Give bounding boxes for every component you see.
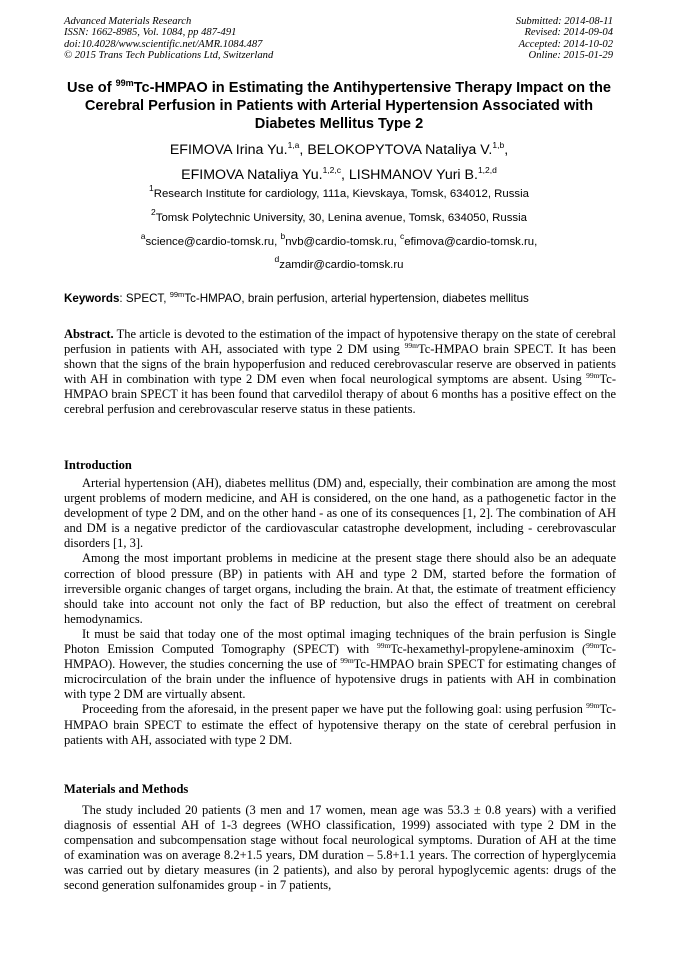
- paragraph-text: Tc-HMPAO). However, the studies concerning the use of: [64, 642, 616, 672]
- author-2: BELOKOPYTOVA Nataliya V.: [307, 142, 493, 158]
- intro-paragraph-2: Among the most important problems in medicine at the present stage there should also be an adequate correction of blood pressure (BP) in patients with AH and type 2 DM, started before the formation of irreversible organic changes of target organs, including the brain. At that, the estimate of treatment efficiency should take into account not only the fact of BP reduction, but also the effect of treatment on cerebral hemodynamics.: [64, 551, 616, 626]
- abstract-paragraph: [64, 327, 616, 418]
- abstract: [64, 327, 616, 418]
- abstract-text: Tc-HMPAO brain SPECT. It has been shown that the signs of the brain hypoperfusion and reduced cerebrovascular reserve are observed in patients with AH in combination with type 2 DM even when focal neurological symptoms are absent. Using: [64, 342, 617, 387]
- affiliation-text: Tomsk Polytechnic University, 30, Lenina avenue, Tomsk, 634050, Russia: [155, 212, 527, 224]
- email-b[interactable]: nvb@cardio-tomsk.ru,: [285, 236, 400, 248]
- title-pre: Use of: [66, 80, 116, 96]
- journal-issn: ISSN: 1662-8985, Vol. 1084, pp 487-491: [64, 27, 237, 39]
- email-c[interactable]: efimova@cardio-tomsk.ru,: [404, 236, 538, 248]
- intro-paragraph-4: [64, 702, 616, 747]
- author-emails: [56, 231, 622, 249]
- email-marker: a: [140, 231, 146, 241]
- keywords-text: : SPECT,: [119, 292, 170, 305]
- author-3: EFIMOVA Nataliya Yu.: [181, 167, 323, 183]
- paragraph-text: Proceeding from the aforesaid, in the present paper we have put the following goal: using perfusion: [82, 702, 587, 717]
- abstract-text: Tc-HMPAO brain SPECT it has been found that carvedilol therapy of about 6 months has a positive effect on the cerebral perfusion and cerebrovascular reserve status in these patients.: [64, 372, 616, 417]
- date-submitted: Submitted: 2014-08-11: [515, 16, 613, 27]
- author-2-affil: 1,b: [492, 140, 505, 150]
- date-revised: Revised: 2014-09-04: [524, 27, 613, 39]
- author-separator: ,: [341, 167, 349, 183]
- isotope-sup: 99m: [586, 641, 600, 651]
- methods-body: [64, 803, 616, 894]
- isotope-sup: 99m: [340, 656, 354, 666]
- paragraph-text: Tc-hexamethyl-propylene-aminoxim (: [390, 642, 587, 657]
- journal-name: Advanced Materials Research: [64, 16, 192, 27]
- paragraph-text: It must be said that today one of the most optimal imaging techniques of the brain perfusion is Single Photon Emission Computed Tomography (SPECT) with: [64, 626, 616, 657]
- affiliation-2: [56, 207, 622, 225]
- email-marker: b: [280, 231, 286, 241]
- isotope-sup: 99m: [586, 701, 600, 711]
- email-a[interactable]: science@cardio-tomsk.ru,: [145, 236, 281, 248]
- author-list: [56, 138, 622, 188]
- isotope-sup: 99m: [404, 341, 418, 351]
- intro-paragraph-3: [64, 627, 616, 702]
- methods-heading: Materials and Methods: [64, 782, 189, 796]
- intro-paragraph-1: Arterial hypertension (AH), diabetes mellitus (DM) and, especially, their combination are among the most urgent problems of modern medicine, and AH is considered, on the one hand, as a pathogenetic factor in the development of type 2 DM, and on the other hand - as one of its consequences [1, 2]. The combination of AH and DM is a negative predictor of the cardiovascular catastrophe development, including - cerebrovascular disorders [1, 3].: [64, 476, 616, 551]
- affiliation-1: [56, 183, 622, 201]
- paragraph-text: Tc-HMPAO brain SPECT for estimating changes of microcirculation of the brain under the influence of hypotensive drugs in patients with AH in combination with type 2 DM are virtually absent.: [64, 657, 616, 702]
- date-accepted: Accepted: 2014-10-02: [518, 38, 613, 50]
- abstract-label: Abstract.: [64, 327, 114, 341]
- author-separator: ,: [299, 142, 308, 158]
- author-4: LISHMANOV Yuri B.: [348, 167, 478, 183]
- author-1: EFIMOVA Irina Yu.: [169, 142, 288, 158]
- email-marker: c: [399, 231, 405, 241]
- author-4-affil: 1,2,d: [477, 165, 497, 175]
- title-isotope: 99m: [115, 78, 134, 88]
- affiliation-text: Research Institute for cardiology, 111a, Kievskaya, Tomsk, 634012, Russia: [153, 188, 529, 200]
- author-emails-2: [56, 254, 622, 272]
- email-d[interactable]: zamdir@cardio-tomsk.ru: [279, 259, 404, 271]
- paragraph-text: Tc-HMPAO brain SPECT to estimate the effect of hypotensive therapy on the state of cerebral perfusion in patients with AH, associated with type 2 DM.: [64, 702, 616, 747]
- author-separator: ,: [504, 142, 509, 158]
- paper-title: [56, 79, 622, 134]
- affiliation-marker: 1: [149, 183, 154, 193]
- author-3-affil: 1,2,c: [322, 165, 341, 175]
- keywords-text: Tc-HMPAO, brain perfusion, arterial hypertension, diabetes mellitus: [184, 292, 529, 305]
- introduction-body: [64, 476, 616, 748]
- isotope-sup: 99m: [376, 641, 391, 651]
- abstract-text: The article is devoted to the estimation of the impact of hypotensive therapy on the state of cerebral perfusion in patients with AH, associated with type 2 DM using: [64, 327, 616, 357]
- author-1-affil: 1,a: [287, 140, 300, 150]
- journal-copyright: © 2015 Trans Tech Publications Ltd, Switzerland: [64, 50, 274, 62]
- journal-info: [64, 16, 394, 62]
- date-online: Online: 2015-01-29: [528, 50, 613, 62]
- keywords-label: Keywords: [64, 292, 120, 305]
- journal-doi[interactable]: doi:10.4028/www.scientific.net/AMR.1084.487: [64, 38, 263, 50]
- keywords-isotope: 99m: [169, 290, 185, 299]
- isotope-sup: 99m: [586, 371, 600, 381]
- email-marker: d: [274, 254, 280, 264]
- keywords: [64, 292, 616, 305]
- title-rest: Tc-HMPAO in Estimating the Antihypertensive Therapy Impact on the Cerebral Perfusion in Patients with Arterial Hypertension Associated with Diabetes Mellitus Type 2: [84, 80, 611, 133]
- methods-paragraph-1: The study included 20 patients (3 men and 17 women, mean age was 53.3 ± 0.8 years) with a verified diagnosis of essential AH of 1-3 degrees (WHO classification, 1999) associated with type 2 DM in the compensation and subcompensation stage without focal neurological symptoms. Duration of AH at the time of examination was on average 8.2+1.5 years, DM duration – 5.8+1.1 years. The correction of hyperglycemia was carried out by dietary measures (in 2 patients), and also by peroral hypoglycemic agents: drugs of the second generation sulfonamides group - in 7 patients,: [64, 803, 616, 893]
- affiliation-marker: 2: [151, 207, 156, 217]
- publication-dates: [393, 16, 613, 62]
- introduction-heading: Introduction: [64, 458, 132, 472]
